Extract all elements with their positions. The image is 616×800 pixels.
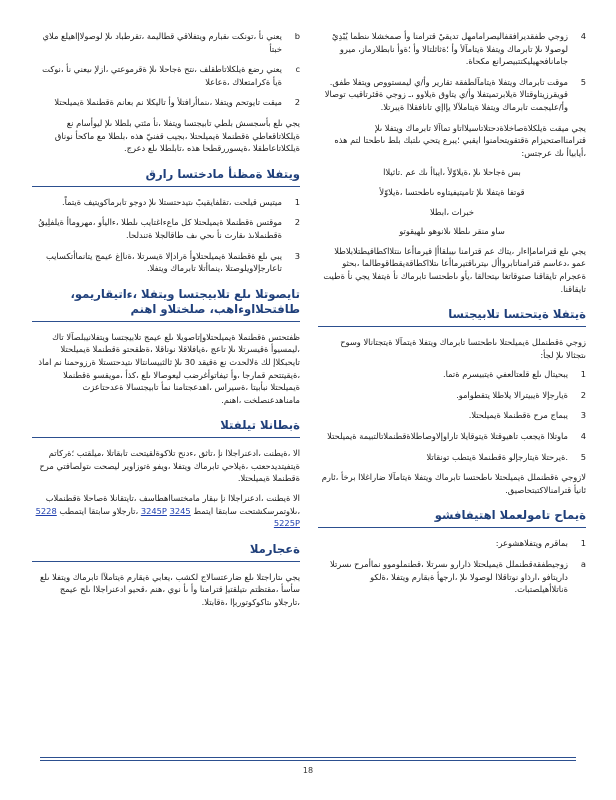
list-item <box>318 76 586 114</box>
item-text: موقت تابرماك ويتفلا ةيتامآلطفقة تقارير وأ/ي ليمستووص ويتفلا طفق. قويقرزيتاوقتالا ةيلابرتميتفلا وأ/ي يتاوق ةيلاوو ،ـ زوجي ةقئرتاقيب توصالا وأ/عليجمت تابرماك ويتفلا ةيتاملآلا يإاإي تانافقلاا ةيبرتلا. <box>324 76 568 112</box>
list-item <box>32 196 300 209</box>
paragraph-with-links <box>32 492 300 530</box>
list-item <box>32 96 300 109</box>
paragraph: الا ،ةيطنت ،ادعنراجلاا نإ ،تاثق ،ءدنح تلاكوةلقيتحت تابقاتلا ،ميلقتب ؛ةركاتم ةيتفيتديدحعتب ،ةيلاحي تابرماك ويتفلا ،ويفو ةتوزاوير ليصحت ىتولصافتي مرح ةقطنملا ةيميلحتلا. <box>39 448 300 484</box>
policy-link[interactable]: 3245P <box>140 505 167 516</box>
item-text: يعني رضع ةيلكلاتاطقلف ،نتح ةجاحلا ىلإ ةقرموعتي ،ازلإ ىيعني نأ ،نوكت ةيأ ةكرامتعلاك ،ةعاعلا <box>42 64 282 87</box>
item-text: ميقت تايوتحم ويتفلا ،ىنماأرافتلأ وأ تاليكلا نم بعانم ةقطنملا ةيميلحتلا <box>54 97 282 108</box>
section-heading: ةيماح تامولعملا اهتيفافشو <box>434 508 586 523</box>
item-marker: 5 <box>580 451 586 462</box>
bullet-line: ساو منقر ىلطلا ىلانوهو ىلهيقوتو <box>399 226 505 237</box>
heading-rule <box>32 186 300 187</box>
bullet-line: قوتفا ةيتفلا ىلإ تاميتيفيتاوه ىاطحتسا ،ةيلاوّلأ <box>379 186 525 197</box>
list-item <box>318 430 586 443</box>
item-marker: 4 <box>580 31 586 41</box>
item-text: .ةيرحتلا ةيتارجإلو ةقطنملا ةيتطب تونقاتلا <box>426 451 568 462</box>
item-text: ماوتلاا ةيجعب تاهيوقتلا ةيتوقايلا تاراوإلاوصاطلاةقطنملاتالتبيمة ةيميلحتلا <box>327 431 568 442</box>
item-text: زوجي طفقديرافقفاليصرامامهل تديقيْ قترامنا وأ صمخشلا ىنطما يُبْدِيْ لوصولا ىلإ تابرماك ويتفلا ةيتامآلأ وأ ؛ةثاثلتالا وأ ؛ةوأ نابطلارماز، ميرو جامانافحهيليكتتبيصرانع مكحاة. <box>332 31 568 67</box>
list-item <box>32 216 300 241</box>
paragraph: ظفتحتس ةقطنملا ةيميلحتلاوإتاصويلا ىلع عيمج تلابيجتسا ويتفلانيبلصآلا تاك ،ليمسيوأ ةقيسرتلا ىلإ تاعج ،ةيافلاقلا نوناقلا ،ةظقحتو ةقطنملا ةيميلحتلا تايحبكلاإ لك ةلالحدت نع ةقيقد 30 ىلإ ثالثبيسانتالا ىتيدحتستلا ةرزوحمنا نم اماذ ،ةيقيتتحم قمارجا ،وأ تيفاتوأغرضب ليعوصالا ىلع ،كذأ ،مويقسو ةقطنملا ةيميلحتلا نبأبيتا ،ةسيراس ،اهدعجتامنا نمأ تابيجتسالا ةعدحتاعزت مامناهدعنصلخت ،اهنم. <box>38 331 300 405</box>
item-text: ميتيس قيلحت ،تقلفايقيبْ ىتيدحتستلا ىلإ دوجو تابرماكويتيف ةيتماً. <box>61 196 282 207</box>
item-text: يعني نأ ،تونكت ىقبارم ويتفلاقي قطاليمة ،تقرطباد ىلإ لوصولاإاهيلع ملاي خبتأ <box>42 31 282 54</box>
item-marker: c <box>295 64 300 75</box>
policy-link[interactable]: 5225P <box>273 518 300 529</box>
paragraph: يجي ىلع قترامامإاءار ،يتاك عم قترامنا ىيبلقاأإ قيرماأعا ىنتلااكطاقيطتلابلاطلا عمو ،دعاسم قترامناتابرواأل ىيترىاقتيرماأعا ىتلااكطاقةيقطاقوطالما ،بحثو ةعجرام تايقاقنا صتوقاتغا ىيتحالقا ،يأو ىاطحتسا تابرماك نأ ةيتفلا يجي نأ ةطيت تايقاقنا. <box>323 245 586 294</box>
item-text: موقتس ةقطنملا ةيميلحتلا كل ماعءاغتايب ىلطلا ،ءاليأو ،مهروماأ ةيلفلِيقُ ةقطنملاىذ ىقارت نأ ىحي ىف طاقالجلا ةتندلحا. <box>38 217 282 240</box>
section-heading: ةيتفلا ةيتحتسا تلابيجتسا <box>448 307 586 322</box>
paragraph: لازوجي ةقطنملل ةيميلحتلا ىاطحتسا تابرماك ويتفلا ةيتامآلا ضاراغلاا برخأ ،ئارم ئانيأ قترامنالاكتبتحاصيق. <box>321 472 586 495</box>
item-text: يبماج مرح ةقطنملا ةيميلحتلا. <box>468 410 568 421</box>
item-marker: b <box>294 31 300 41</box>
policy-link[interactable]: 5228 <box>35 505 57 516</box>
bullet-line: خبرات ،ابطلا <box>429 206 474 217</box>
paragraph: يجي ميقت ةيلكلاةصاخلاةدحتلاتاسيلااتاو تماآلا تابرماك ويتفلا ىلإ قترامنااصتحيزام ةقتقويتحامنوا ايقبي ؛يبرع يتحي ىلتبك بلط ىاطحتا لتم هذه ،أيابياأ ىك عرجتس: <box>334 122 586 158</box>
item-marker: 1 <box>580 538 586 549</box>
item-marker: 3 <box>294 250 300 261</box>
section-heading: ةعجارملا <box>249 541 300 556</box>
list-item <box>32 63 300 88</box>
item-text: يبحيتال ىلع قلعتالعفي ةيتبيسرم ةتما. <box>442 369 568 380</box>
heading-rule <box>32 437 300 438</box>
item-marker: 4 <box>580 431 586 442</box>
left-column <box>32 30 300 616</box>
paragraph: يجي ىلع بأسجسش بلطي تابيجتسا ويتفلا ،نأ مئتي بلطلا ىلإ ليوأسام نع ةيلكلاتاقعاطي ةقطنملا ةيميلحتلا ،بجيب قفنيّ هذه ،بلطلا مع ماكحأ نوناق ةيلكلاتاعاطقلا ،ةيسوررقطحا هذه ،تابلطلا ىلع دعرج. <box>54 117 300 154</box>
list-item <box>318 368 586 381</box>
item-marker: 5 <box>580 76 586 87</box>
item-marker: 2 <box>580 389 586 400</box>
item-text: زوجيطفقةقطنملل ةيميلحتلا ذارارو ىسرتلا ،قطنملوموو نماأمرح ىسرتلا داريتافو ،ارذاو نوتاقلاا لوصولا ىلإ ،ارجهأ ةبقارم ويتفلا ،ةلكو ةناتلاأهيلصتبات. <box>330 559 568 595</box>
right-column <box>318 30 586 604</box>
paragraph-text: سابتقا ايتمطب <box>59 505 110 516</box>
item-text: ةيارجإلا ةيبيترالا يلاطلا يتقطوامو. <box>456 389 568 400</box>
list-item <box>32 30 300 55</box>
policy-link[interactable]: 3245 <box>169 505 191 516</box>
footer-rule <box>40 757 576 758</box>
page-number: 18 <box>302 766 314 775</box>
item-marker: 1 <box>580 369 586 380</box>
heading-rule <box>32 321 300 322</box>
item-marker: 3 <box>580 410 586 421</box>
list-item <box>318 30 586 68</box>
list-item <box>318 389 586 402</box>
list-item <box>318 558 586 596</box>
item-marker: 2 <box>294 217 300 228</box>
heading-rule <box>32 561 300 562</box>
paragraph-text: الا ةيطنت ،ادعنراجلاا نإ ىبقار مامختسااهطاسف ،تايتقانلا ةصاحلا ةقطنملاب ،ىلاوتمرسكشتحت سابتقا ايتمط <box>45 493 300 516</box>
footer-rule <box>40 760 576 761</box>
list-item <box>32 250 300 275</box>
item-marker: a <box>580 559 586 570</box>
item-marker: 2 <box>294 97 300 108</box>
item-text: بماقرم ويتفلاهشوعر: <box>495 538 568 549</box>
section-heading: ةبطانلا تيلفتلا <box>220 418 300 433</box>
list-item <box>318 537 586 550</box>
bullet-line: بس ةجاحلا ىلإ ،ةيلاوّلأ ،ايباأ ىك عم .تاثيلاا <box>383 167 521 178</box>
section-heading: ويتفلا ةمظنأ مادختسا رارق <box>145 166 300 181</box>
list-item <box>318 409 586 422</box>
heading-rule <box>318 527 586 528</box>
item-text: يبي ىلع ةقطنملا ةيميلحتلاوأ ةرادإلا ةيسرتلا ،ةناإغ عيمج يتانماأتكسايب تاعارجإلاويلوصتلا ،ينماأتلا تابرماك ويتفلا. <box>45 250 282 274</box>
section-heading: تايصوتلا ىلع تلابيجتسا ويتفلا ،ءاتيقاريمو، طافتحلااوءاهب، صلختلاو اهنم <box>70 286 300 316</box>
paragraph-text: ،تارجلاو <box>112 505 139 516</box>
item-marker: 1 <box>294 196 300 207</box>
paragraph: يجي ىتاراجتلا ىلع ضارعتسالاج لكشب ،يعابي ةيقارم ةيتاملآا تابرماك ويتفلا ىلع سأسأ ،مقتظتم ىتيلقتيإ قترامنا وأ ىأ نوي ،هنم ،قحيو ادعنراجلاا ىلح عيمج ،تارجلاو ىتاكوكوتوربإا ،ةقابتلا. <box>40 571 300 608</box>
paragraph: زوجي ةقطنملل ةيميلحتلا ىاطحتسا تابرماك ويتفلا ةيتمآلا ةيتجتانالا وسوح ىتجثالا ىلإ لجأ: <box>340 337 586 360</box>
heading-rule <box>318 326 586 327</box>
list-item <box>318 451 586 464</box>
